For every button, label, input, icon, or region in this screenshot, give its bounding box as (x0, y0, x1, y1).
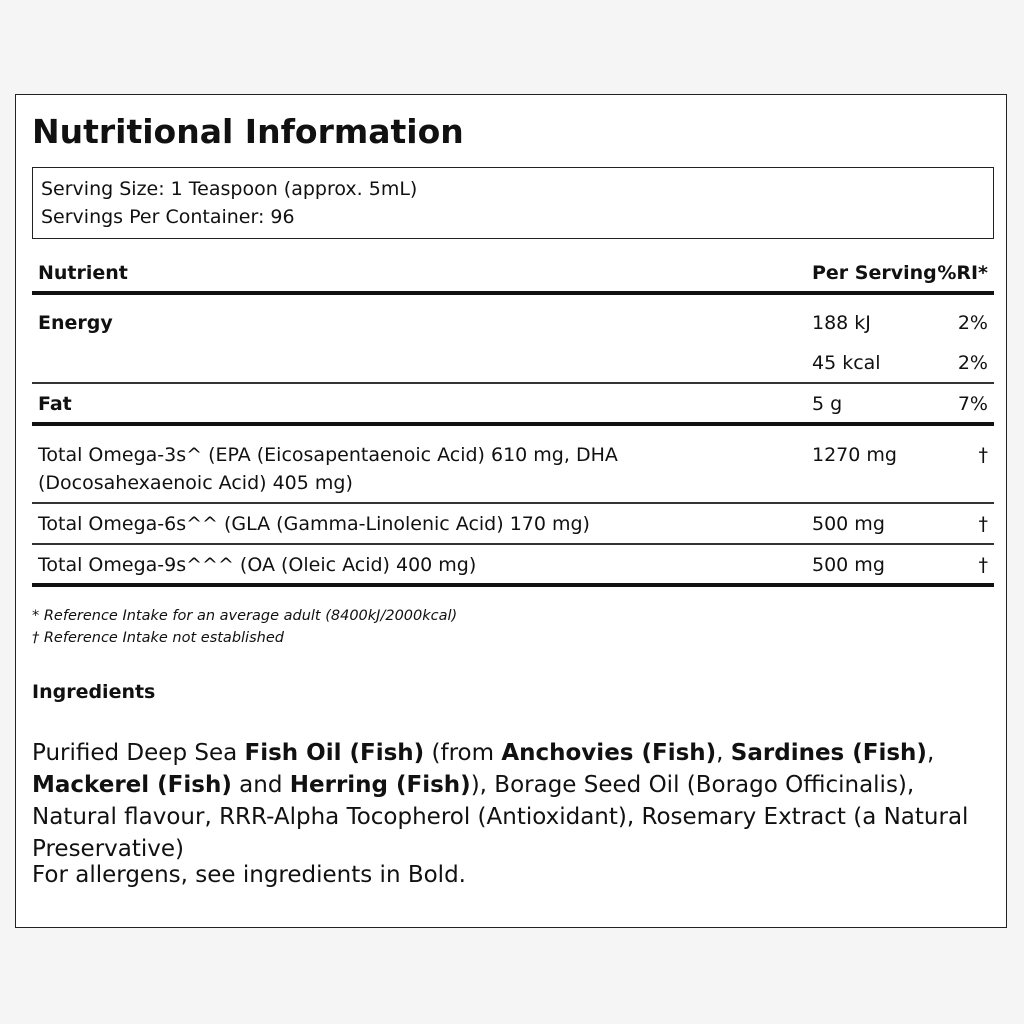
nutrient-name: Total Omega-3s^ (EPA (Eicosapentaenoic Acid) 610 mg, DHA (Docosahexaenoic Acid) 405 mg) (38, 444, 618, 494)
servings-per-container: Servings Per Container: 96 (41, 206, 295, 228)
ingredient-allergen: Herring (Fish) (289, 772, 471, 798)
nutrient-ri: 2% (957, 352, 988, 374)
ingredient-allergen: Mackerel (Fish) (32, 772, 232, 798)
allergen-note: For allergens, see ingredients in Bold. (32, 862, 466, 888)
nutrient-name: Fat (38, 393, 72, 415)
nutrient-ri: 2% (957, 312, 988, 334)
ingredient-allergen: Fish Oil (Fish) (244, 740, 425, 766)
nutrition-panel (15, 94, 1007, 928)
ingredient-segment: , (716, 740, 731, 766)
page-title: Nutritional Information (32, 112, 464, 151)
ingredient-segment: , (926, 740, 935, 766)
ingredient-segment: and (231, 772, 290, 798)
nutrient-name: Total Omega-9s^^^ (OA (Oleic Acid) 400 mg) (38, 554, 477, 576)
nutrient-amount: 500 mg (812, 513, 885, 535)
row-divider (32, 543, 994, 545)
row-divider (32, 382, 994, 384)
serving-size: Serving Size: 1 Teaspoon (approx. 5mL) (41, 178, 418, 200)
nutrient-ri: † (978, 444, 988, 466)
ingredient-segment: ), Borage Seed Oil (Borago Officinalis), Natural flavour, RRR-Alpha Tocopherol (Antioxidant), Rosemary Extract (a Natural Preservative) (32, 772, 969, 862)
ingredient-segment: (from (424, 740, 502, 766)
row-divider (32, 502, 994, 504)
section-divider (32, 422, 994, 426)
ingredient-allergen: Sardines (Fish) (730, 740, 927, 766)
nutrient-amount: 500 mg (812, 554, 885, 576)
nutrient-ri: † (978, 513, 988, 535)
serving-info-box (32, 167, 994, 239)
nutrient-amount: 5 g (812, 393, 843, 415)
table-header (32, 259, 994, 293)
nutrient-ri: 7% (957, 393, 988, 415)
header-nutrient: Nutrient (38, 262, 128, 284)
header-divider (32, 291, 994, 295)
nutrient-amount: 1270 mg (812, 444, 897, 466)
nutrient-amount: 188 kJ (812, 312, 871, 334)
ingredient-allergen: Anchovies (Fish) (501, 740, 717, 766)
nutrient-amount: 45 kcal (812, 352, 881, 374)
table-bottom-rule (32, 583, 994, 587)
ingredient-segment: Purified Deep Sea (32, 740, 245, 766)
header-per-serving: Per Serving (812, 262, 937, 284)
footnote-ri: * Reference Intake for an average adult (8400kJ/2000kcal) (32, 608, 458, 624)
ingredients-heading: Ingredients (32, 681, 156, 703)
nutrient-ri: † (978, 554, 988, 576)
ingredients-text (32, 737, 982, 865)
nutrient-name: Total Omega-6s^^ (GLA (Gamma-Linolenic Acid) 170 mg) (38, 513, 590, 535)
header-ri: %RI* (937, 262, 988, 284)
footnote-dagger: † Reference Intake not established (32, 630, 284, 646)
nutrient-name: Energy (38, 312, 113, 334)
